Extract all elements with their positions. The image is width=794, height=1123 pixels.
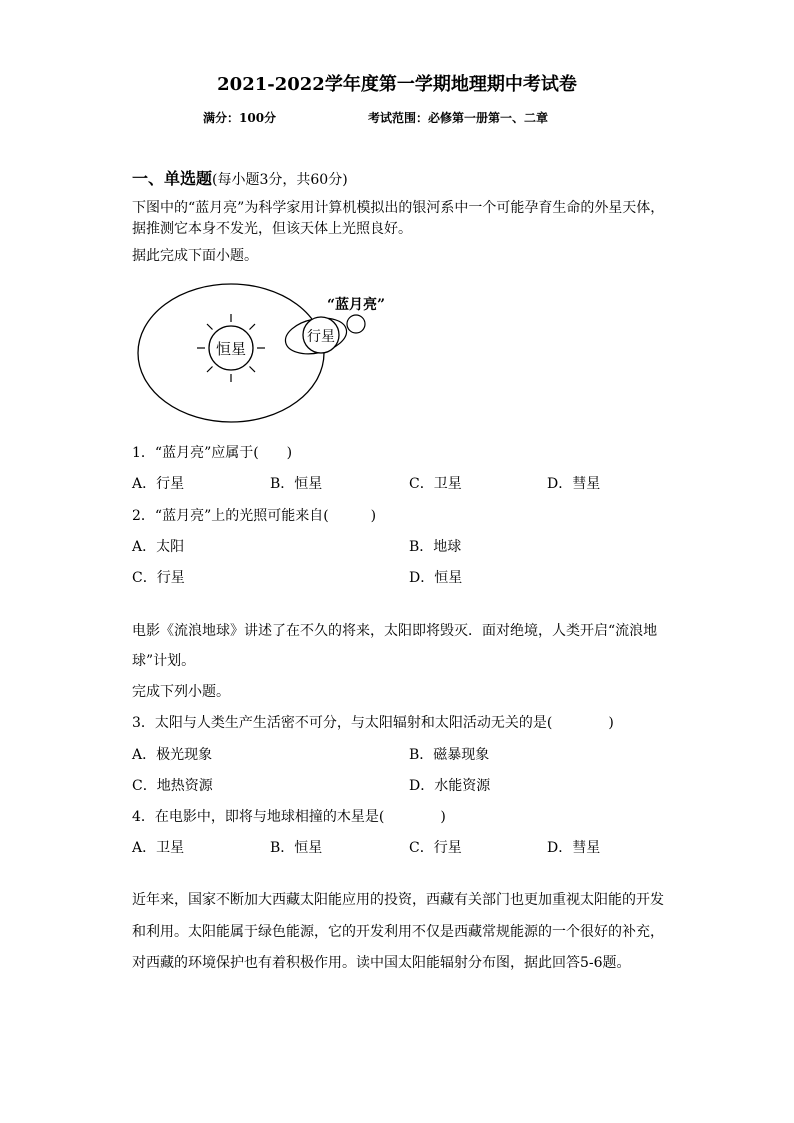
q2-stem: 2．“蓝月亮”上的光照可能来自( ) [132, 508, 377, 524]
q3-option-a[interactable]: A．极光现象 [132, 747, 213, 763]
q1-option-a[interactable]: A．行星 [132, 476, 185, 492]
q3-option-c[interactable]: C．地热资源 [132, 778, 213, 794]
q4-option-c[interactable]: C．行星 [409, 840, 462, 856]
page-title: 2021-2022学年度第一学期地理期中考试卷 [217, 74, 577, 95]
scope-info: 考试范围：必修第一册第一、二章 [368, 111, 549, 125]
q3-option-b[interactable]: B．磁暴现象 [409, 747, 490, 763]
orbit-diagram [130, 280, 390, 430]
passage2-line3: 完成下列小题。 [132, 684, 230, 700]
passage1-line2: 据推测它本身不发光，但该天体上光照良好。 [132, 221, 412, 237]
q4-stem: 4．在电影中，即将与地球相撞的木星是( ) [132, 809, 446, 825]
section-heading [132, 166, 348, 189]
passage3-line3: 对西藏的环境保护也有着积极作用。读中国太阳能辐射分布图，据此回答5-6题。 [132, 955, 631, 971]
passage1-line1: 下图中的“蓝月亮”为科学家用计算机模拟出的银河系中一个可能孕育生命的外星天体， [132, 200, 665, 216]
planet-label: 行星 [307, 329, 335, 345]
score-info: 满分：100分 [203, 111, 277, 125]
passage2-line2: 球”计划。 [132, 653, 196, 669]
q2-option-c[interactable]: C．行星 [132, 570, 185, 586]
moon-label: “蓝月亮” [326, 297, 386, 313]
q3-option-d[interactable]: D．水能资源 [409, 778, 491, 794]
passage3-line1: 近年来，国家不断加大西藏太阳能应用的投资，西藏有关部门也更加重视太阳能的开发 [132, 892, 664, 908]
q1-option-b[interactable]: B．恒星 [270, 476, 323, 492]
q1-stem: 1．“蓝月亮”应属于( ) [132, 445, 293, 461]
q2-option-a[interactable]: A．太阳 [132, 539, 185, 555]
section-note: (每小题3分，共60分) [212, 172, 348, 188]
passage2-line1: 电影《流浪地球》讲述了在不久的将来，太阳即将毁灭．面对绝境，人类开启“流浪地 [132, 623, 658, 639]
moon-icon [347, 315, 365, 333]
q3-stem: 3．太阳与人类生产生活密不可分，与太阳辐射和太阳活动无关的是( ) [132, 715, 614, 731]
passage1-line3: 据此完成下面小题。 [132, 248, 258, 264]
passage3-line2: 和利用。太阳能属于绿色能源，它的开发利用不仅是西藏常规能源的一个很好的补充， [132, 924, 664, 940]
q1-option-d[interactable]: D．彗星 [547, 476, 601, 492]
q1-option-c[interactable]: C．卫星 [409, 476, 462, 492]
q2-option-b[interactable]: B．地球 [409, 539, 462, 555]
q4-option-a[interactable]: A．卫星 [132, 840, 185, 856]
section-title: 一、单选题 [132, 169, 213, 188]
q4-option-d[interactable]: D．彗星 [547, 840, 601, 856]
q2-option-d[interactable]: D．恒星 [409, 570, 463, 586]
q4-option-b[interactable]: B．恒星 [270, 840, 323, 856]
star-label: 恒星 [215, 340, 247, 358]
